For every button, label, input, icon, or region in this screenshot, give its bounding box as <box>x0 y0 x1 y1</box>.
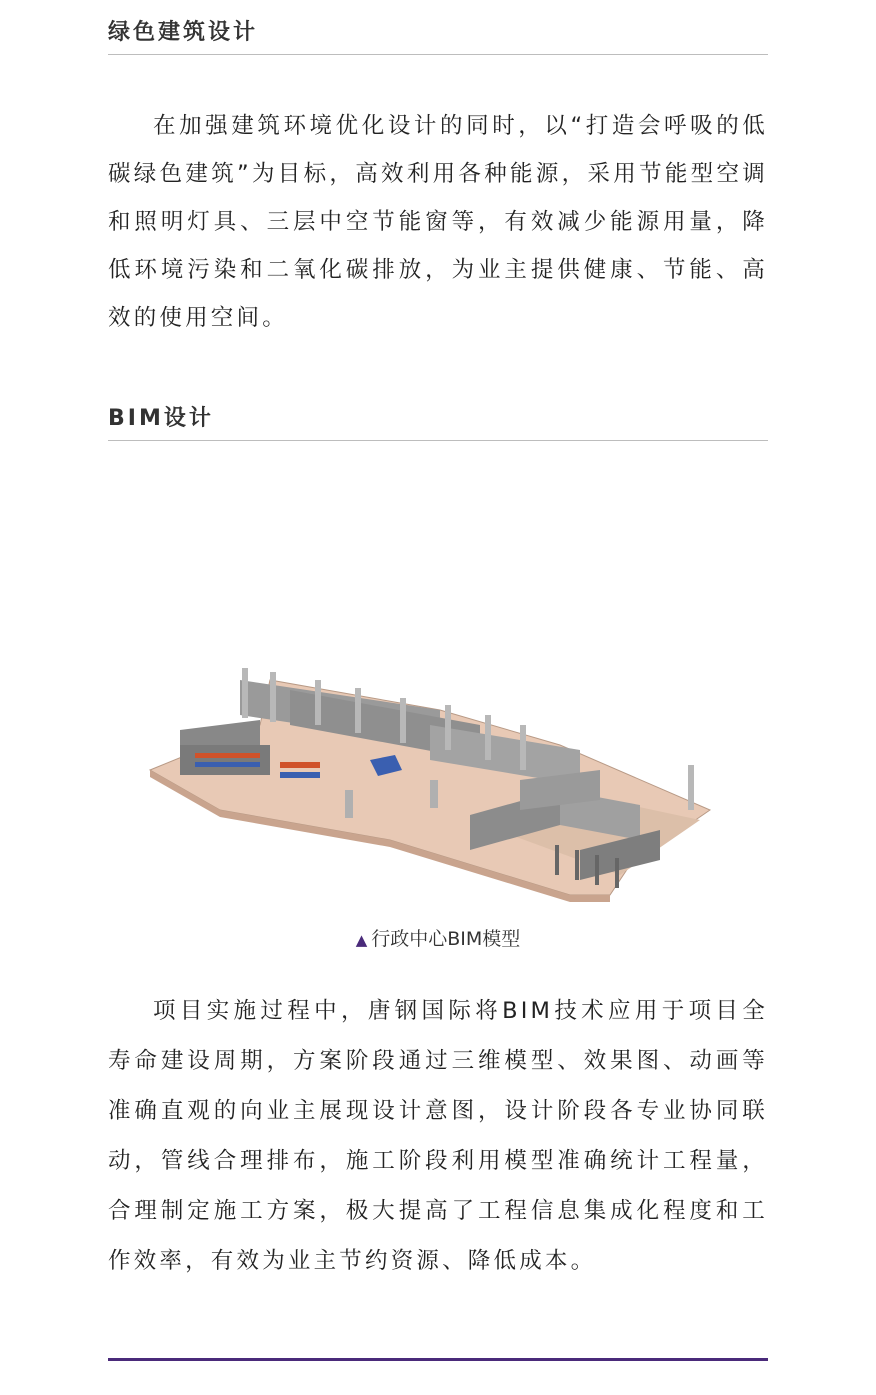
section-heading-bim: BIM设计 <box>108 404 768 441</box>
caption-text: 行政中心BIM模型 <box>371 928 521 950</box>
figure-caption <box>0 924 876 951</box>
triangle-marker-icon: ▲ <box>355 931 368 949</box>
bim-paragraph: 项目实施过程中，唐钢国际将BIM技术应用于项目全寿命建设周期，方案阶段通过三维模型、效果图、动画等准确直观的向业主展现设计意图，设计阶段各专业协同联动，管线合理排布，施工阶段利用模型准确统计工程量，合理制定施工方案，极大提高了工程信息集成化程度和工作效率，有效为业主节约资源、降低成本。 <box>108 998 768 1274</box>
green-building-paragraph: 在加强建筑环境优化设计的同时，以“打造会呼吸的低碳绿色建筑”为目标，高效利用各种能源，采用节能型空调和照明灯具、三层中空节能窗等，有效减少能源用量，降低环境污染和二氧化碳排放，为业主提供健康、节能、高效的使用空间。 <box>108 113 768 331</box>
bim-model-image <box>140 650 720 910</box>
section-heading-green-building: 绿色建筑设计 <box>108 18 768 55</box>
bottom-divider <box>108 1358 768 1361</box>
